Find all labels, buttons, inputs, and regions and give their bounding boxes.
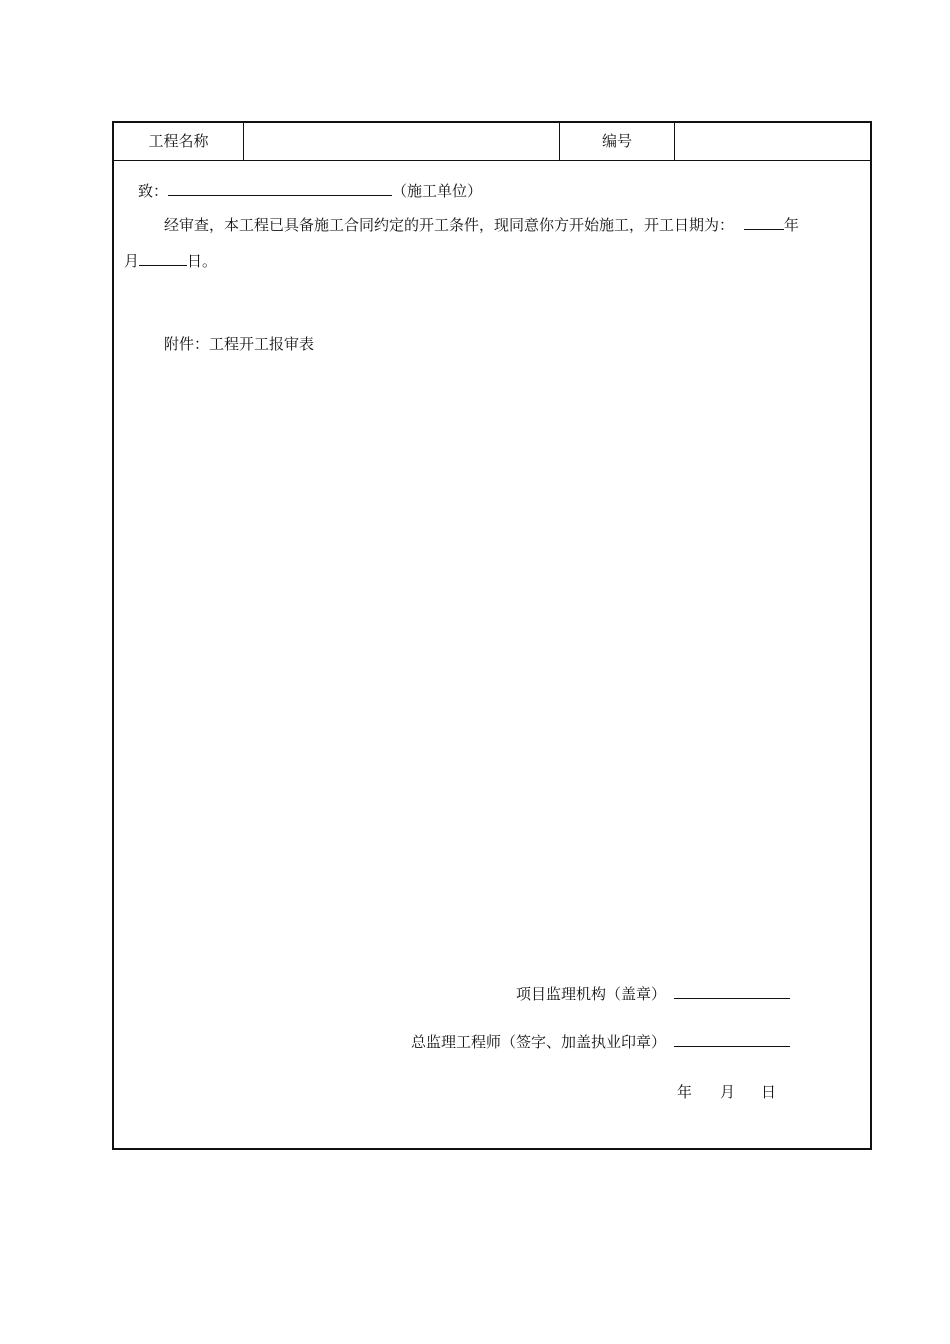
sign-year: 年 [677,1083,693,1101]
sign-month: 月 [720,1083,736,1101]
to-prefix: 致： [138,182,169,200]
number-field[interactable] [675,123,870,160]
approval-paragraph-line1 [164,215,799,235]
addressee-line [138,181,482,201]
chief-engineer-signature-blank[interactable] [674,1032,790,1047]
construction-unit-blank[interactable] [168,181,392,196]
day-end: 日。 [187,252,218,270]
approval-text: 经审查，本工程已具备施工合同约定的开工条件，现同意你方开始施工，开工日期为： [164,216,735,234]
project-name-field[interactable] [244,123,560,160]
number-label: 编号 [560,123,675,160]
header-row [114,123,870,161]
supervision-org-seal-blank[interactable] [674,984,790,999]
start-work-order-form [112,121,872,1150]
supervision-org-label: 项目监理机构（盖章） [515,985,666,1003]
chief-engineer-line [411,1032,790,1052]
sign-day: 日 [761,1083,777,1101]
day-blank[interactable] [139,251,187,266]
chief-engineer-label: 总监理工程师（签字、加盖执业印章） [410,1033,666,1051]
supervision-org-line [516,984,790,1004]
month-char: 月 [124,252,140,270]
year-blank[interactable] [744,215,784,230]
approval-paragraph-line2 [124,251,217,271]
project-name-label: 工程名称 [114,123,244,160]
to-suffix: （施工单位） [392,182,483,200]
year-char: 年 [784,216,800,234]
attachment-line: 附件：工程开工报审表 [164,335,315,353]
